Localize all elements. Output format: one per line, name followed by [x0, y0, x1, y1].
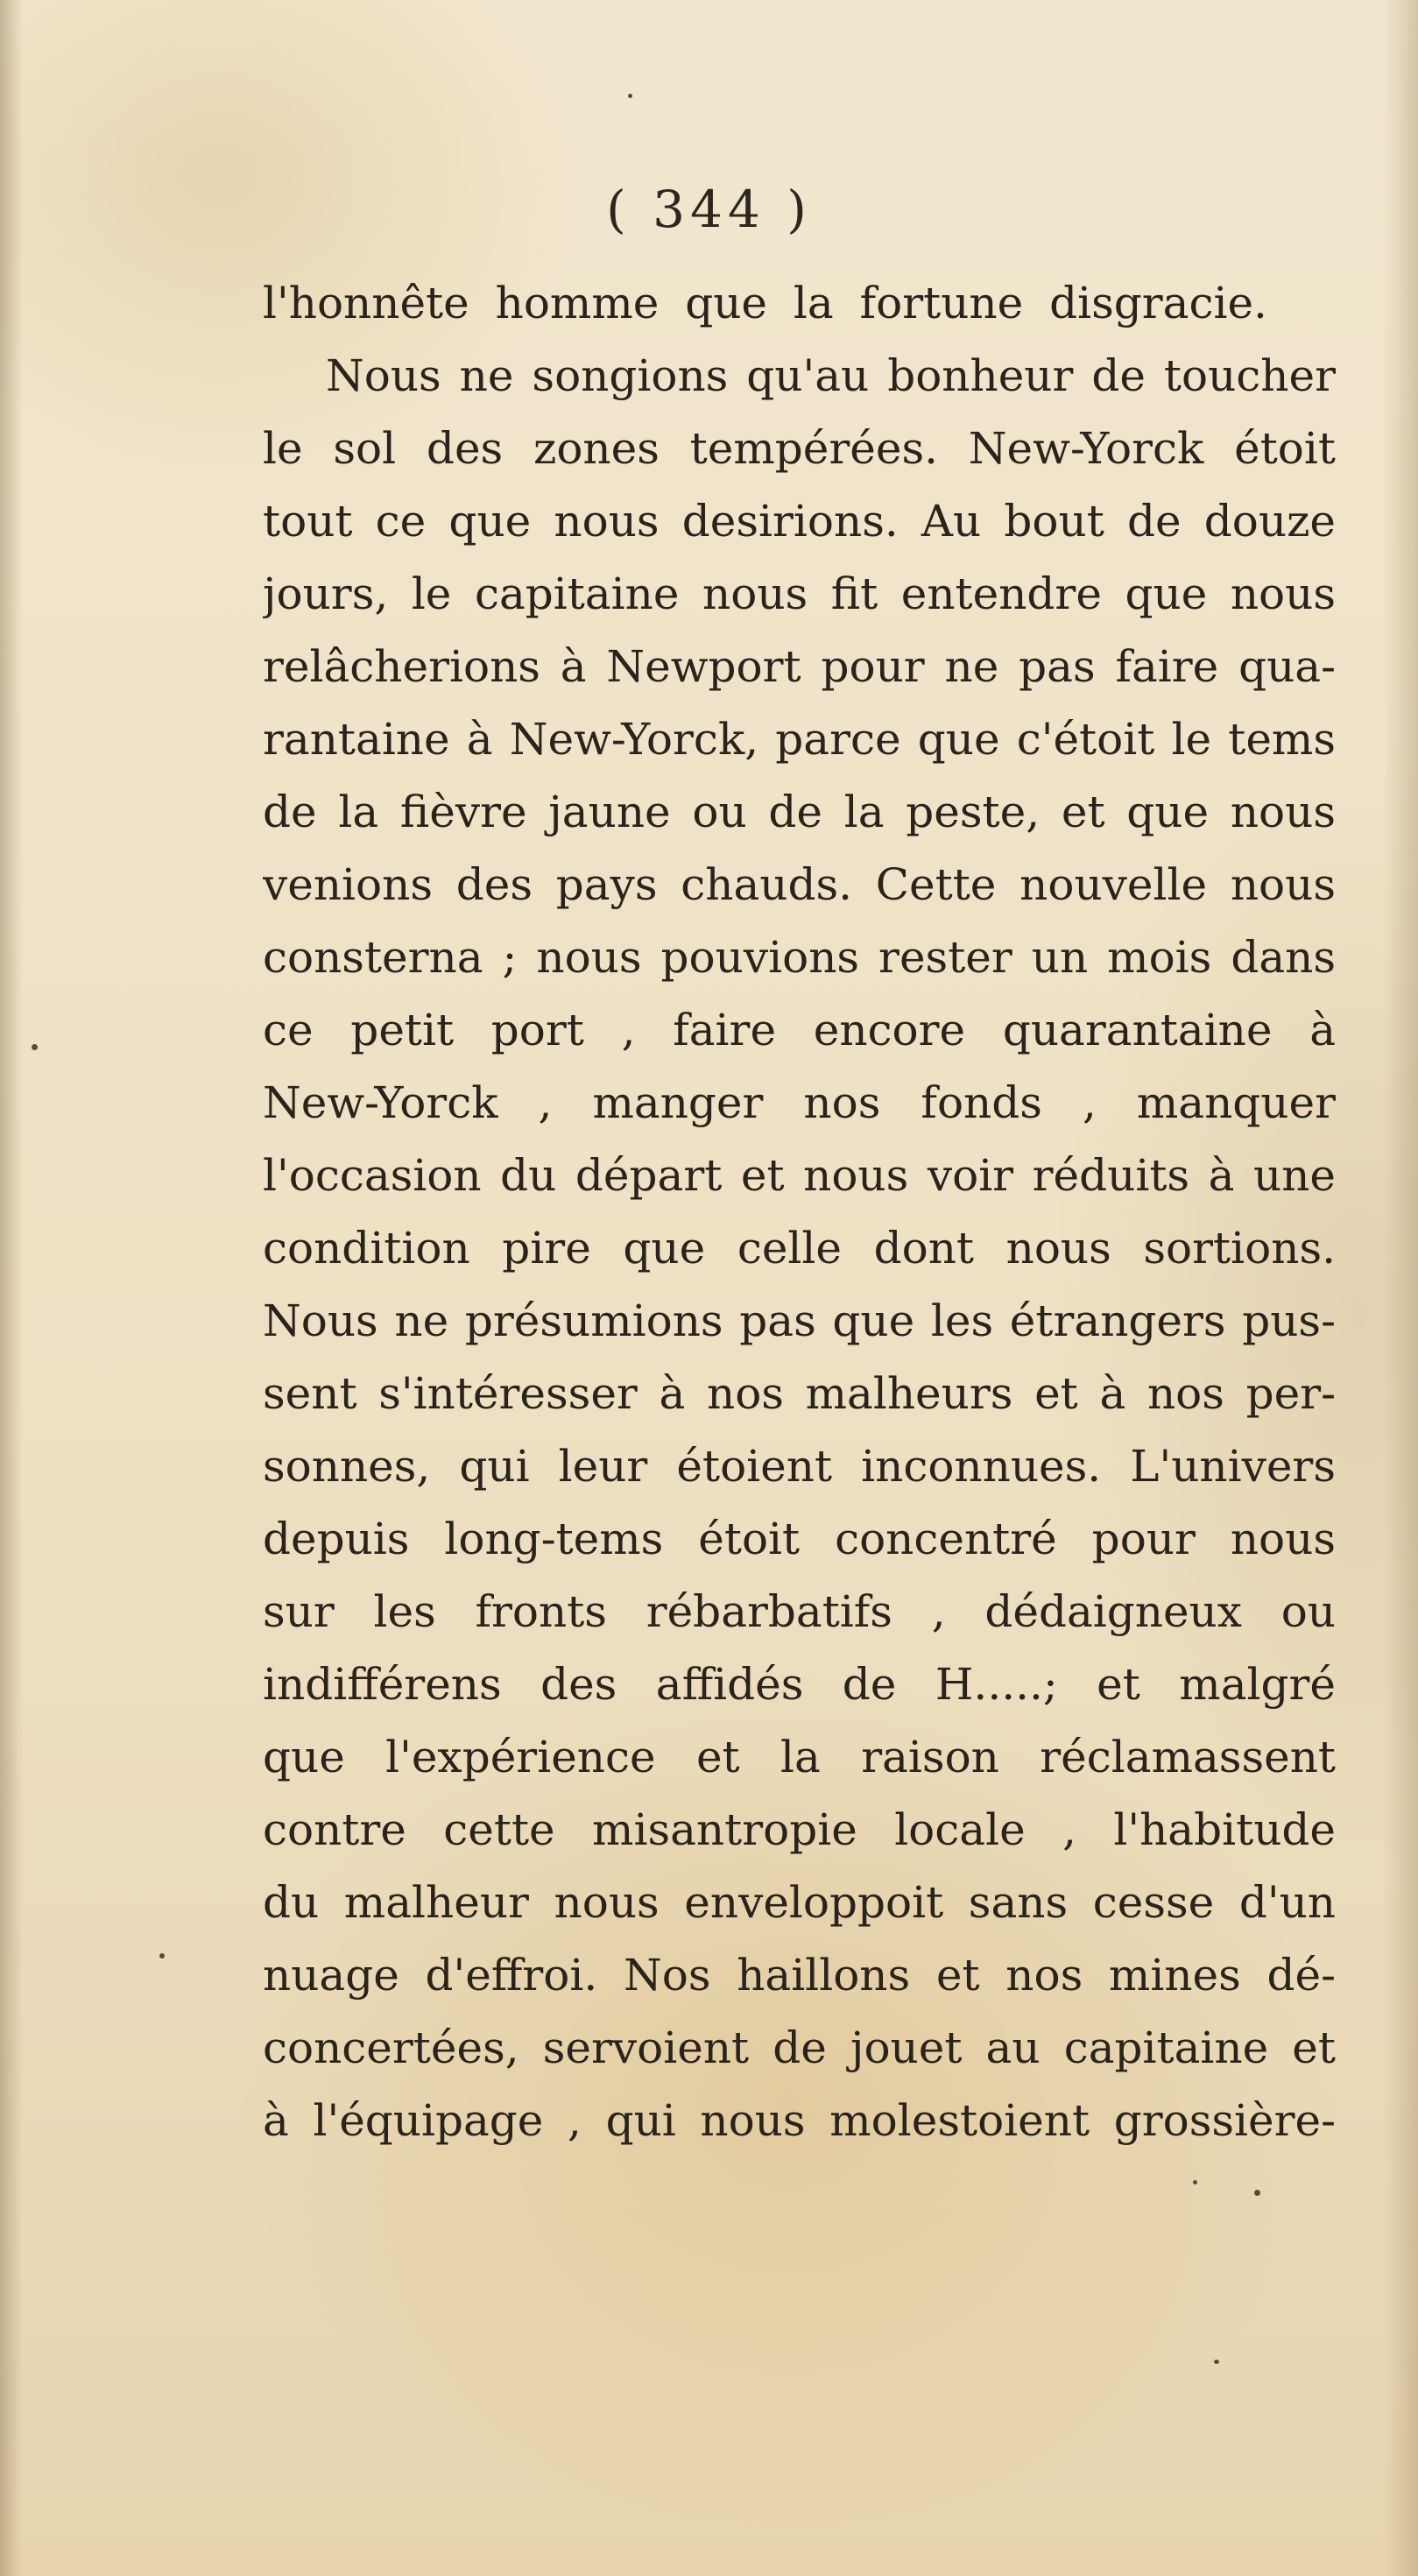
text-line: l'occasion du départ et nous voir réduits à une [263, 1150, 1336, 1201]
text-line: du malheur nous enveloppoit sans cesse d'un [263, 1877, 1336, 1928]
text-line: que l'expérience et la raison réclamassent [263, 1732, 1336, 1782]
text-line: nuage d'effroi. Nos haillons et nos mines dé- [263, 1950, 1336, 2001]
page-gutter-shadow [0, 0, 23, 2576]
text-line: rantaine à New-Yorck, parce que c'étoit le tems [263, 714, 1336, 765]
text-line: contre cette misantropie locale , l'habitude [263, 1804, 1336, 1855]
text-line: indifférens des affidés de H.....; et malgré [263, 1659, 1336, 1710]
paper-speck [1193, 2180, 1197, 2184]
text-line: depuis long-tems étoit concentré pour nous [263, 1514, 1336, 1564]
text-line: tout ce que nous desirions. Au bout de douze [263, 496, 1336, 547]
page-edge-shadow [1383, 0, 1418, 2576]
paper-speck [628, 94, 632, 98]
paper-speck [159, 1953, 165, 1958]
text-line: de la fièvre jaune ou de la peste, et que nous [263, 787, 1336, 837]
page-number: ( 344 ) [606, 180, 812, 239]
text-line: jours, le capitaine nous fit entendre que nous [263, 568, 1336, 619]
text-line: sent s'intéresser à nos malheurs et à nos per- [263, 1368, 1336, 1419]
body-text [263, 267, 1336, 2157]
paper-speck [32, 1044, 38, 1050]
paper-speck [1214, 2360, 1219, 2364]
text-line: à l'équipage , qui nous molestoient grossière- [263, 2095, 1336, 2146]
text-line: Nous ne songions qu'au bonheur de toucher [326, 350, 1336, 401]
text-line: relâcherions à Newport pour ne pas faire qua- [263, 641, 1336, 692]
text-line: condition pire que celle dont nous sortions. [263, 1223, 1336, 1274]
paper-speck [1254, 2190, 1260, 2196]
text-line: sur les fronts rébarbatifs , dédaigneux ou [263, 1586, 1336, 1637]
text-line: concertées, servoient de jouet au capitaine et [263, 2022, 1336, 2073]
text-line: sonnes, qui leur étoient inconnues. L'univers [263, 1441, 1336, 1492]
text-line: le sol des zones tempérées. New-Yorck étoit [263, 423, 1336, 474]
text-line: New-Yorck , manger nos fonds , manquer [263, 1077, 1336, 1128]
text-line: Nous ne présumions pas que les étrangers pus- [263, 1295, 1336, 1346]
text-line: l'honnête homme que la fortune disgracie. [263, 278, 1267, 328]
text-line: consterna ; nous pouvions rester un mois dans [263, 932, 1336, 983]
text-line: ce petit port , faire encore quarantaine à [263, 1005, 1336, 1055]
text-line: venions des pays chauds. Cette nouvelle nous [263, 859, 1336, 910]
